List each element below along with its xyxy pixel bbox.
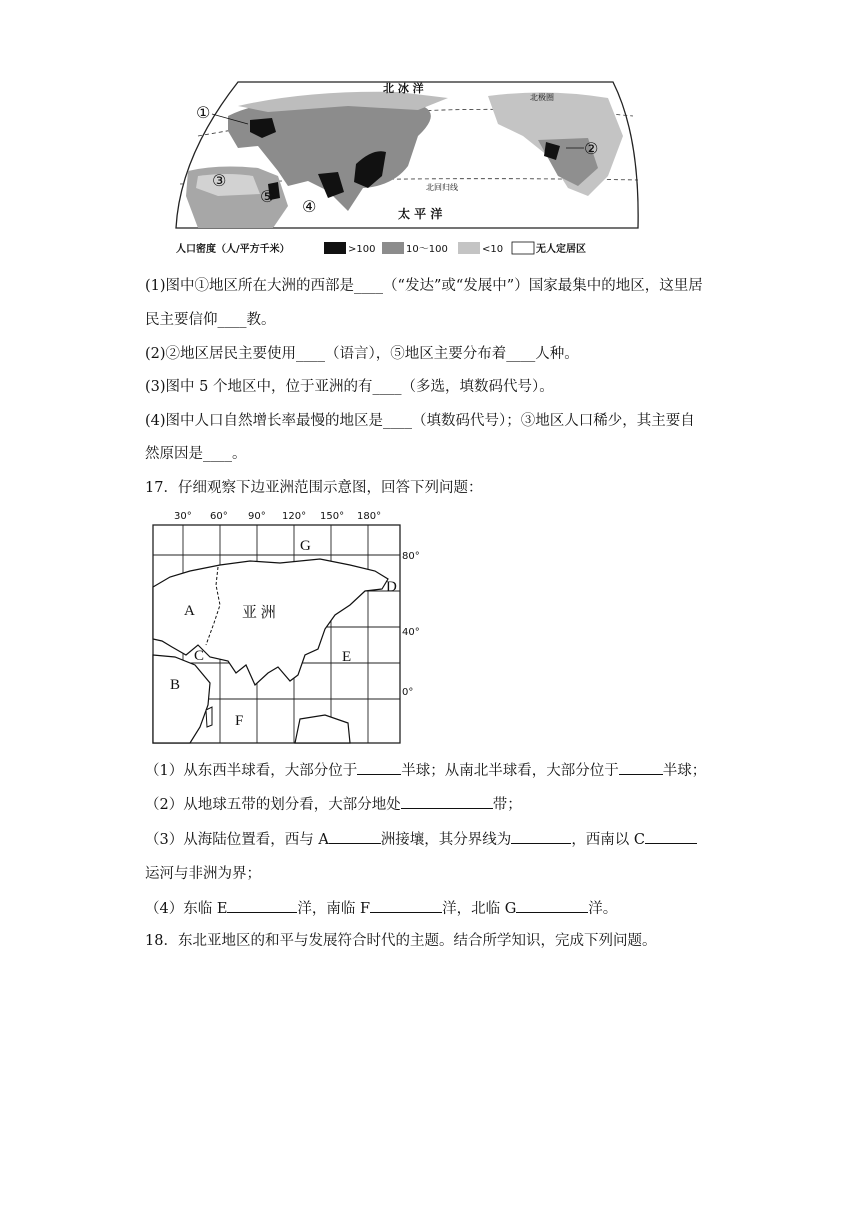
blank[interactable] bbox=[227, 898, 297, 913]
q16-part2: (2)②地区居民主要使用____（语言），⑤地区主要分布着____人种。 bbox=[145, 346, 579, 362]
label-F: F bbox=[235, 713, 244, 729]
marker-4: ④ bbox=[302, 197, 317, 216]
asia-range-map bbox=[150, 505, 425, 745]
lat-40: 40° bbox=[402, 627, 420, 638]
marker-5: ⑤ bbox=[260, 187, 275, 206]
lat-0: 0° bbox=[402, 687, 414, 698]
asia-label: 亚 洲 bbox=[242, 605, 276, 621]
lon-90: 90° bbox=[248, 511, 266, 522]
lon-180: 180° bbox=[357, 511, 382, 522]
marker-1: ① bbox=[196, 103, 211, 122]
q17-sub3-cont: 运河与非洲为界； bbox=[145, 866, 261, 882]
blank[interactable] bbox=[357, 760, 401, 775]
legend-high-label: >100 bbox=[348, 244, 376, 255]
q17-sub4: （4）东临 E 洋，南临 F 洋，北临 G 洋。 bbox=[145, 898, 617, 919]
blank[interactable] bbox=[645, 829, 697, 844]
label-C: C bbox=[194, 648, 205, 664]
label-B: B bbox=[170, 677, 181, 693]
marker-2: ② bbox=[584, 139, 599, 158]
q16-part1b: 民主要信仰____教。 bbox=[145, 312, 276, 328]
q18-stem: 18．东北亚地区的和平与发展符合时代的主题。结合所学知识，完成下列问题。 bbox=[145, 933, 657, 949]
q17-sub1: （1）从东西半球看，大部分位于 半球；从南北半球看，大部分位于 半球； bbox=[145, 760, 706, 781]
lon-150: 150° bbox=[320, 511, 345, 522]
arctic-circle-label: 北极圈 bbox=[530, 93, 554, 102]
population-density-map bbox=[168, 76, 652, 266]
label-A: A bbox=[184, 603, 195, 619]
lon-30: 30° bbox=[174, 511, 192, 522]
label-E: E bbox=[342, 649, 352, 665]
tropic-label: 北回归线 bbox=[426, 183, 458, 192]
legend-high-swatch bbox=[324, 242, 346, 254]
legend-low-label: <10 bbox=[482, 244, 504, 255]
blank[interactable] bbox=[401, 794, 493, 809]
pacific-ocean-label: 太 平 洋 bbox=[398, 207, 443, 221]
legend-none-label: 无人定居区 bbox=[536, 244, 586, 255]
legend-mid-swatch bbox=[382, 242, 404, 254]
marker-3: ③ bbox=[212, 171, 227, 190]
legend-low-swatch bbox=[458, 242, 480, 254]
q16-part4b: 然原因是____。 bbox=[145, 446, 247, 462]
lat-80: 80° bbox=[402, 551, 420, 562]
legend-title: 人口密度（人/平方千米） bbox=[176, 244, 290, 255]
blank[interactable] bbox=[370, 898, 442, 913]
q16-part1a: (1)图中①地区所在大洲的西部是____（“发达”或“发展中”）国家最集中的地区，这里居 bbox=[145, 278, 703, 294]
q17-sub2: （2）从地球五带的划分看，大部分地处 带； bbox=[145, 794, 522, 815]
blank[interactable] bbox=[619, 760, 663, 775]
blank[interactable] bbox=[329, 829, 381, 844]
lon-60: 60° bbox=[210, 511, 228, 522]
q17-stem: 17．仔细观察下边亚洲范围示意图，回答下列问题： bbox=[145, 480, 483, 496]
label-G: G bbox=[300, 538, 311, 554]
q16-part4a: (4)图中人口自然增长率最慢的地区是____（填数码代号）；③地区人口稀少，其主要自 bbox=[145, 413, 695, 429]
legend-none-swatch bbox=[512, 242, 534, 254]
blank[interactable] bbox=[511, 829, 571, 844]
arctic-ocean-label: 北 冰 洋 bbox=[383, 82, 424, 95]
q17-sub3: （3）从海陆位置看，西与 A 洲接壤，其分界线为 ，西南以 C bbox=[145, 829, 697, 850]
legend-mid-label: 10～100 bbox=[406, 244, 448, 255]
lon-120: 120° bbox=[282, 511, 307, 522]
blank[interactable] bbox=[516, 898, 588, 913]
q16-part3: (3)图中 5 个地区中，位于亚洲的有____（多选，填数码代号）。 bbox=[145, 379, 554, 395]
label-D: D bbox=[386, 579, 397, 595]
